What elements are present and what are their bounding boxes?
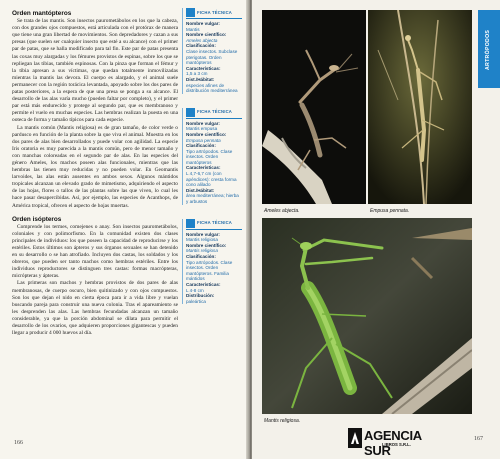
fact-sheet-icon bbox=[186, 219, 195, 228]
paragraph-4: Las primeras son machos y hembras provistos de dos pares de alas membranosas, de cuerpo oscuro, bien quitinizado y con ojos compuestos. Son los que dejan el nido en cierta época para ir a vida libre y vuelan buscando pareja para construir una nueva colonia. Tras el apareamiento se les desprenden las alas. Las hembras fecundadas alcanzan un tamaño considerable, ya que la porción abdominal se dilata para permitir el desarrollo de los ovarios, que adquieren proporciones gigantescas y pueden llegar a producir 4 000 huevos al día. bbox=[12, 280, 178, 337]
paragraph-3: Comprende los termes, comejenes o anay. Son insectos paurometábolos, coloniales y con polimorfismo. En la comunidad existen dos clases principales de individuos: los que poseen la capacidad de reproducirse y los estériles. Estos últimos son ápteros y sus órganos sexuales se han detenido en su desarrollo o se han atrofiado. Incluyen dos castas, los soldados y los obreros, que pueden ser tanto machos como hembras estériles. Entre los individuos reproductores se distinguen tres castas: formas macrópteras, micrópteras y ápteras. bbox=[12, 223, 178, 280]
photo-mantis-religiosa bbox=[262, 218, 472, 414]
photo-ameles-abjecta bbox=[262, 10, 366, 204]
paragraph-1: Se trata de las mantis. Son insectos paurometábolos en los que la cabeza, con dos grandes ojos compuestos, está articulada con el protórax de manera que tiene una gran libertad de movimientos. Son depredadores y cazan a sus presas (que suelen ser cualquier insecto que esté a su alcance) con el primer par de patas, que se halla modificado para tal fin. Este par de patas presenta las coxas muy alargadas y los fémures provistos de espinas, sobre los que se repliegan las tibias, también espinosas. Con la pinza que forman el fémur y la tibia apresan a sus víctimas, que quedan totalmente inmovilizadas mientras la mantis las devora. El cuerpo es alargado, y el animal suele permanecer con la región torácica levantada, apoyado sobre los dos pares de patas posteriores, a la espera de que una presa se ponga a su alcance. El desarrollo de las alas varía mucho (pueden faltar por completo), y el primer par está más endurecido y protege al segundo par, que es membranoso y permite el vuelo en muchas especies. Las hembras realizan la puesta en una ooteca de forma y tamaño típicos para cada especie. bbox=[12, 18, 178, 124]
left-page bbox=[0, 0, 248, 459]
mantis-empusa-illustration bbox=[368, 10, 472, 204]
heading-isopteros: Orden isópteros bbox=[12, 215, 62, 223]
caption-ameles: Ameles abjecta. bbox=[264, 208, 300, 214]
caption-mantis-religiosa: Mantis religiosa. bbox=[264, 418, 301, 424]
fact-sheet-1: FICHA TÉCNICA Nombre vulgar: Mantis Nombre científico: Ameles abjecta Clasificación: Clase insectos. Subclase pterigotas. Orden mantópteros Características: 1,5 a 3 cm Dist./Hábitat: especies afines de distribución mediterránea bbox=[186, 8, 242, 94]
page-number-left: 166 bbox=[14, 440, 23, 446]
publisher-logo-icon bbox=[348, 428, 362, 448]
fact-sheet-icon bbox=[186, 8, 195, 17]
heading-mantopteros: Orden mantópteros bbox=[12, 10, 72, 17]
page-number-right: 167 bbox=[474, 436, 483, 442]
paragraph-2: La mantis común (Mantis religiosa) es de gran tamaño, de color verde o pardusco en función de la planta sobre la que viva el animal. Muestra en los dos pares de alas bien desarrollados y puede volar con agilidad. La especie Iris oratoria es muy parecida a la mantis común, pero de menor tamaño y con manchas coloreadas en el segundo par de alas. En las especies del género Ameles, los machos poseen alas funcionales, mientras que las hembras las tienen muy reducidas y no pueden volar. En Geomantis larvoides, las alas están ausentes en ambos sexos. Algunos mántidos tropicales alcanzan un elevado grado de mimetismo, adquiriendo el aspecto de las hojas, flores o tallos de las plantas sobre las que viven, lo cual les hace pasar desapercibidas. Así, por ejemplo, las especies de Acanthops, de América tropical, ofrecen el aspecto de hojas muertas. bbox=[12, 124, 178, 209]
fact-sheet-sidebar bbox=[186, 8, 242, 304]
caption-empusa: Empusa pennata. bbox=[370, 208, 410, 214]
main-text-column bbox=[12, 10, 178, 337]
fact-sheet-icon bbox=[186, 108, 195, 117]
section-tab: ARTRÓPODOS bbox=[478, 10, 500, 88]
fact-sheet-3: FICHA TÉCNICA Nombre vulgar: Mantis religiosa Nombre científico: Mantis religiosa Clasificación: Tipo artrópodos. Clase insectos. Orden mantópteros. Familia mántidos Características: L 4-8 cm Distribución: paleártica bbox=[186, 219, 242, 305]
photo-empusa-pennata bbox=[368, 10, 472, 204]
publisher-logo: AGENCIA SUR LIBROS S.R.L. bbox=[348, 428, 444, 450]
mantis-religiosa-illustration bbox=[262, 218, 472, 414]
mantis-ameles-illustration bbox=[262, 10, 366, 204]
fact-sheet-2: FICHA TÉCNICA Nombre vulgar: Mantis empusa Nombre científico: Empusa pennata Clasificación: Tipo artrópodos. Clase insectos. Orden mantópteros Características: L 4,7-6,7 cm (con apéndices): cresta forma cono alilado Dist./Hábitat: área mediterránea; hierba y arbustos bbox=[186, 108, 242, 205]
